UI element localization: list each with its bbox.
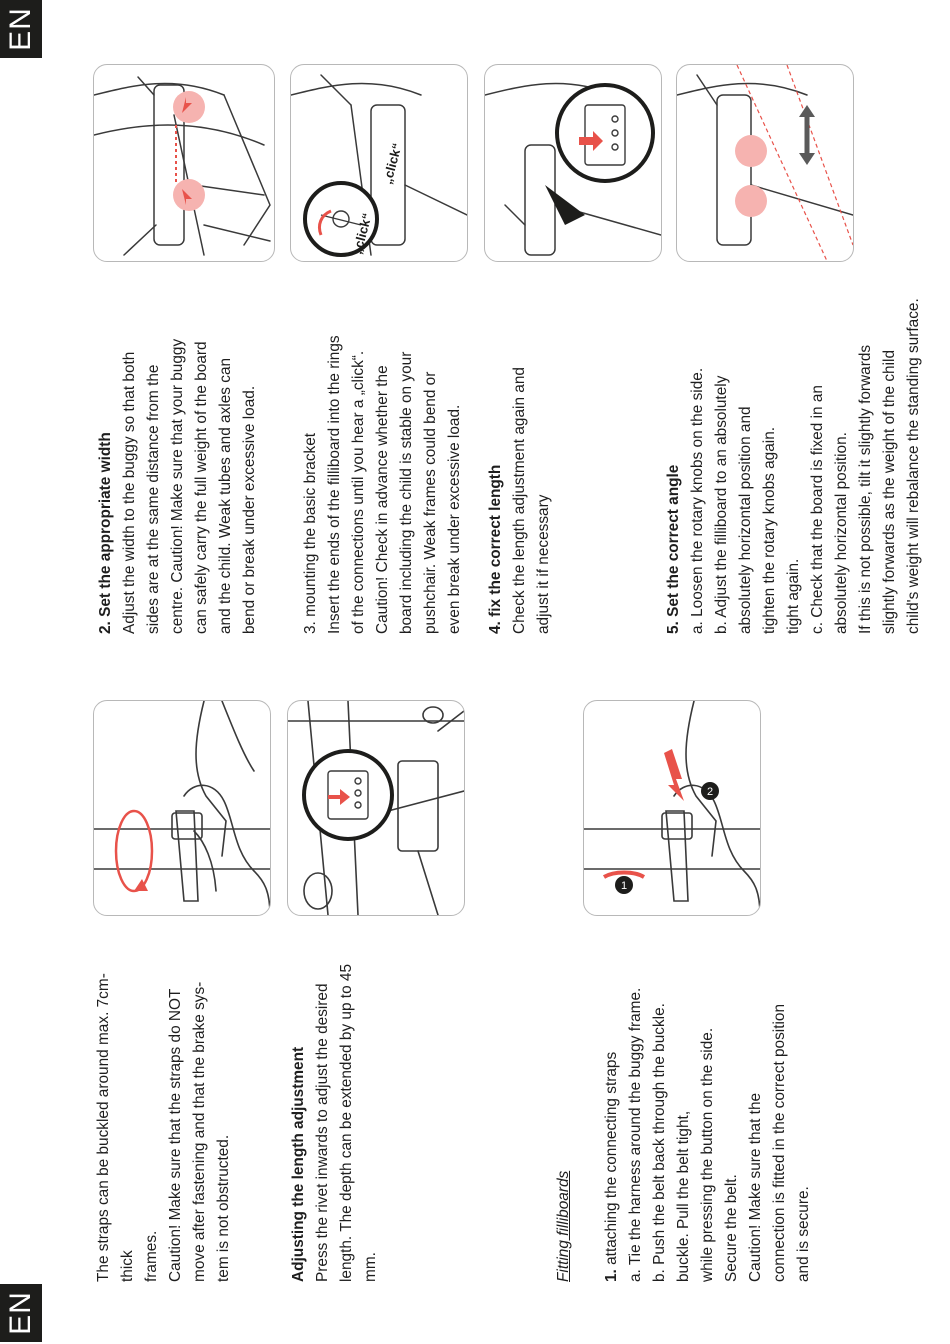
mounting-bracket-drawing — [291, 65, 467, 261]
text-line: adjust it if necessary — [535, 494, 552, 634]
text-line: and the child. Weak tubes and axles can — [217, 357, 234, 634]
step-title: attaching the connecting straps — [603, 1051, 620, 1270]
length-adjustment-illustration — [287, 700, 465, 916]
text-line: c. Check that the board is fixed in an — [809, 385, 826, 634]
text-line: If this is not possible, tilt it slightly forwards — [857, 344, 874, 634]
zoom-detail-circle — [304, 751, 392, 839]
text-line: a. Loosen the rotary knobs on the side. — [689, 367, 706, 634]
text-line: buckle. Pull the belt tight, — [675, 1110, 692, 1282]
section-heading: 4. fix the correct length — [487, 464, 504, 634]
highlight-circle — [173, 179, 205, 211]
text-line: slightly forwards as the weight of the child — [881, 349, 898, 634]
text-line: Check the length adjustment again and — [511, 367, 528, 634]
text-line: board including the child is stable on your — [398, 351, 415, 634]
zoom-detail-circle — [557, 85, 653, 181]
text-line: even break under excessive load. — [446, 404, 463, 634]
step-4-section — [484, 367, 556, 634]
section-heading: 3. mounting the basic bracket — [302, 432, 319, 634]
badge-2-label: 2 — [706, 786, 714, 798]
text-line: a. Tie the harness around the buggy frame. — [627, 987, 644, 1282]
text-line: Caution! Check in advance whether the — [374, 365, 391, 634]
highlight-circle — [735, 135, 767, 167]
text-line: b. Adjust the filliboard to an absolutely — [713, 375, 730, 634]
text-line: tighten the rotary knobs again. — [761, 426, 778, 634]
highlight-circle — [173, 91, 205, 123]
text-line: bend or break under excessive load. — [241, 385, 258, 634]
text-line: while pressing the button on the side. — [699, 1027, 716, 1282]
text-line: thick — [119, 1250, 136, 1282]
width-setting-drawing — [94, 65, 274, 261]
strap-buckle-drawing — [94, 701, 270, 915]
length-adjustment-section — [287, 964, 383, 1282]
strap-tightening-illustration — [583, 700, 761, 916]
step-5-section — [662, 298, 926, 634]
language-tab-label: EN — [4, 1291, 37, 1335]
text-line: pushchair. Weak frames could bend or — [422, 371, 439, 634]
length-adjustment-drawing — [288, 701, 464, 915]
text-line: Press the rivet inwards to adjust the desired — [314, 983, 331, 1282]
text-line: Adjust the width to the buggy so that both — [121, 351, 138, 634]
angle-setting-illustration — [676, 64, 854, 262]
text-line: move after fastening and that the brake sys- — [191, 981, 208, 1282]
angle-guide-line — [787, 65, 853, 245]
angle-setting-drawing — [677, 65, 853, 261]
text-line: centre. Caution! Make sure that your buggy — [169, 338, 186, 634]
text-line: The straps can be buckled around max. 7cm- — [95, 973, 112, 1282]
language-tab-bottom — [0, 1284, 42, 1342]
text-line: absolutely horizontal position and — [737, 406, 754, 634]
fitting-title: Fitting filliboards — [555, 1170, 572, 1282]
step-number: 1. — [603, 1269, 620, 1282]
text-line: absolutely horizontal position. — [833, 432, 850, 634]
step-2-section — [94, 339, 262, 634]
highlight-circle — [735, 185, 767, 217]
adjust-arrow-icon — [799, 105, 815, 165]
language-tab-label: EN — [4, 7, 37, 51]
length-check-illustration — [484, 64, 662, 262]
spacer — [576, 988, 600, 1282]
text-line: of the connections until you hear a „click“. — [350, 350, 367, 634]
text-line: sides are at the same distance from the — [145, 364, 162, 634]
text-line: frames. — [143, 1230, 160, 1282]
rotate-arrow-icon — [116, 811, 152, 891]
width-setting-illustration — [93, 64, 275, 262]
length-check-drawing — [485, 65, 661, 261]
pull-arrow-icon — [664, 749, 684, 801]
step-3-section — [299, 335, 467, 634]
text-line: tight again. — [785, 558, 802, 634]
text-line: can safely carry the full weight of the board — [193, 341, 210, 634]
language-tab-top — [0, 0, 42, 58]
step-1-heading — [600, 988, 624, 1282]
fitting-section — [552, 988, 816, 1282]
text-line: Caution! Make sure that the straps do NOT — [167, 988, 184, 1282]
straps-note — [92, 973, 236, 1282]
text-line: and is secure. — [795, 1186, 812, 1282]
text-line: Secure the belt. — [723, 1174, 740, 1282]
click-label: „click“ — [379, 141, 405, 186]
text-line: Caution! Make sure that the — [747, 1092, 764, 1282]
strap-tightening-drawing — [584, 701, 760, 915]
text-line: tem is not obstructed. — [215, 1134, 232, 1282]
section-heading: Adjusting the length adjustment — [290, 1046, 307, 1282]
badge-1-label: 1 — [620, 880, 628, 892]
strap-buckle-illustration — [93, 700, 271, 916]
text-line: length. The depth can be extended by up to 45 — [338, 963, 355, 1282]
text-line: b. Push the belt back through the buckle. — [651, 1003, 668, 1282]
text-line: connection is fitted in the correct position — [771, 1003, 788, 1282]
text-line: mm. — [362, 1252, 379, 1282]
click-label: „click“ — [349, 211, 375, 256]
text-line: Insert the ends of the filliboard into the rings — [326, 335, 343, 634]
section-heading: 2. Set the appropriate width — [97, 432, 114, 634]
text-line: child's weight will rebalance the standing surface. — [905, 298, 922, 634]
mounting-bracket-illustration — [290, 64, 468, 262]
callout-pointer — [545, 185, 585, 225]
section-heading: 5. Set the correct angle — [665, 464, 682, 634]
